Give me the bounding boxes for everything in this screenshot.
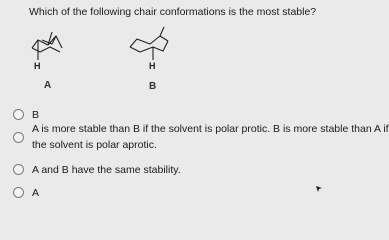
option-same-stability-label: A and B have the same stability. — [32, 164, 181, 176]
chair-structures — [0, 0, 350, 100]
radio-option-same-stability[interactable] — [13, 164, 24, 175]
chair-b-ring-bottom — [130, 41, 168, 52]
option-same-stability[interactable] — [13, 162, 350, 178]
question-text: Which of the following chair conformations is the most stable? — [29, 6, 317, 18]
structure-a-label: A — [44, 80, 52, 91]
option-b-label: B — [32, 109, 40, 121]
chair-b-axial-up — [160, 27, 164, 36]
chair-a-ring-bottom — [32, 47, 60, 52]
radio-option-a[interactable] — [13, 187, 24, 198]
option-solvent-dependent[interactable] — [13, 121, 389, 153]
mouse-cursor-icon — [316, 186, 322, 192]
structure-b-label: B — [149, 81, 157, 92]
structure-b-h-label: H — [149, 61, 156, 71]
chair-a-ring-top — [32, 36, 56, 48]
option-a-label: A — [32, 187, 40, 199]
option-solvent-line-2: the solvent is polar aprotic. — [32, 139, 157, 151]
structure-a-h-label: H — [34, 61, 41, 71]
chair-b-drawing — [130, 27, 168, 60]
chair-b-ring-top — [130, 36, 168, 47]
option-solvent-line-1: A is more stable than B if the solvent is polar protic. B is more stable than A if — [32, 123, 389, 135]
option-a[interactable] — [13, 185, 350, 201]
chair-a-drawing — [32, 32, 62, 60]
chair-a-bond-3 — [56, 36, 62, 48]
radio-option-b[interactable] — [13, 109, 24, 120]
radio-option-solvent-dependent[interactable] — [13, 132, 24, 143]
